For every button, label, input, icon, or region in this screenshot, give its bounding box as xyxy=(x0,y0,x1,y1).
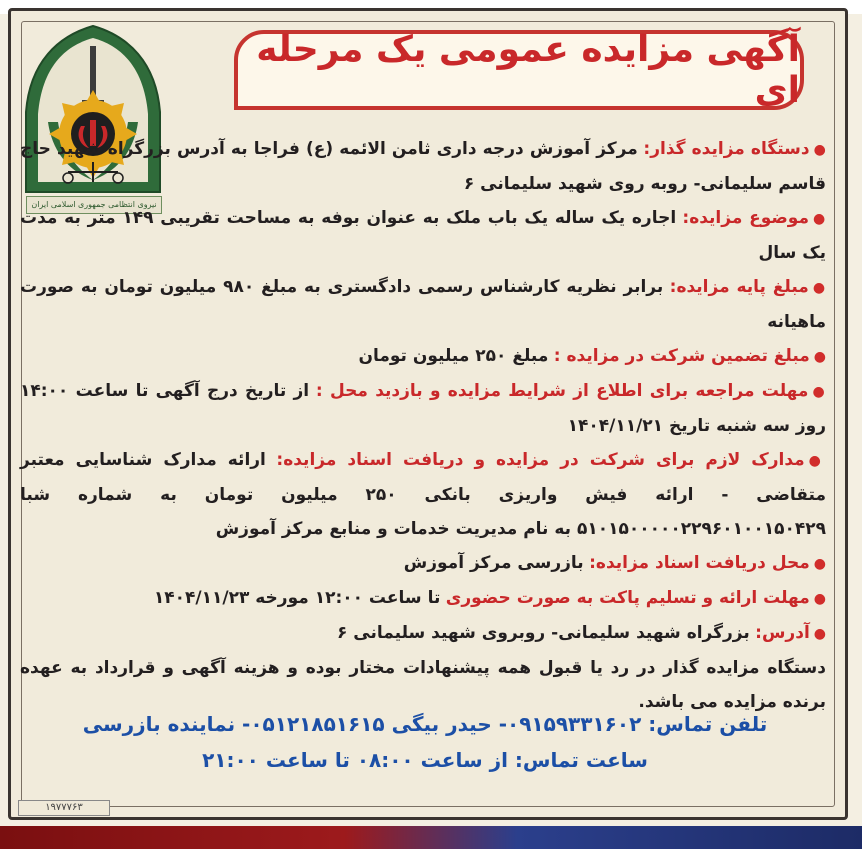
item-organizer xyxy=(20,132,826,201)
item-label: موضوع مزایده: xyxy=(682,208,809,228)
item-address xyxy=(20,616,826,651)
item-documents xyxy=(20,443,826,546)
item-content: تا ساعت ۱۲:۰۰ مورخه ۱۴۰۴/۱۱/۲۳ xyxy=(153,588,441,608)
item-content: برابر نظریه کارشناس رسمی دادگستری به مبلغ ۹۸۰ میلیون تومان به صورت ماهیانه xyxy=(20,277,826,332)
contact-hours: ساعت تماس: از ساعت ۰۸:۰۰ تا ساعت ۲۱:۰۰ xyxy=(202,748,648,772)
ad-body xyxy=(20,132,826,719)
item-subject xyxy=(20,201,826,270)
ad-title: آگهی مزایده عمومی یک مرحله ای xyxy=(256,29,800,111)
bottom-color-bar xyxy=(0,826,862,849)
item-content: مرکز آموزش درجه داری ثامن الائمه (ع) فراجا به آدرس بزرگراه شهید حاج قاسم سلیمانی- روبه روی شهید سلیمانی ۶ xyxy=(20,139,826,194)
bullet-icon: ● xyxy=(813,626,826,642)
item-label: دستگاه مزایده گذار: xyxy=(643,139,810,159)
item-label: مهلت مراجعه برای اطلاع از شرایط مزایده و بازدید محل : xyxy=(315,381,809,401)
title-banner xyxy=(234,30,804,110)
item-guarantee xyxy=(20,339,826,374)
disclaimer: دستگاه مزایده گذار در رد یا قبول همه پیشنهادات مختار بوده و هزینه آگهی و قرارداد به عهده برنده مزایده می باشد. xyxy=(20,658,826,712)
item-docs-location xyxy=(20,546,826,581)
bullet-icon: ● xyxy=(813,591,826,607)
item-visit-deadline xyxy=(20,374,826,443)
bullet-icon: ● xyxy=(812,384,827,400)
item-submission-deadline xyxy=(20,581,826,616)
bullet-icon: ● xyxy=(813,349,826,365)
item-label: مدارک لازم برای شرکت در مزایده و دریافت اسناد مزایده: xyxy=(276,450,805,470)
item-content: از تاریخ درج آگهی تا ساعت ۱۴:۰۰ روز سه شنبه تاریخ ۱۴۰۴/۱۱/۲۱ xyxy=(20,381,826,436)
item-content: ارائه مدارک شناسایی معتبر متقاضی - ارائه فیش واریزی بانکی ۲۵۰ میلیون تومان به شماره شبا ۵۱۰۱۵۰۰۰۰۰۲۲۹۶۰۱۰۰۱۵۰۴۲۹ به نام مدیریت خدمات و منابع مرکز آموزش xyxy=(20,450,826,539)
item-label: محل دریافت اسناد مزایده: xyxy=(589,553,810,573)
item-label: مهلت ارائه و تسلیم پاکت به صورت حضوری xyxy=(445,588,810,608)
contact-phone: تلفن تماس: ۰۹۱۵۹۳۳۱۶۰۲- حیدر بیگی ۰۵۱۲۱۸۵۱۶۱۵- نماینده بازرسی xyxy=(82,712,768,736)
contact-block xyxy=(30,706,820,778)
emblem-caption: نیروی انتظامی جمهوری اسلامی ایران xyxy=(26,196,162,214)
bullet-icon: ● xyxy=(813,142,827,158)
bullet-icon: ● xyxy=(808,453,826,469)
item-content: اجاره یک ساله یک باب ملک به عنوان بوفه به مساحت تقریبی ۱۴۹ متر به مدت یک سال xyxy=(20,208,826,263)
item-base-price xyxy=(20,270,826,339)
bullet-icon: ● xyxy=(813,556,826,572)
bullet-icon: ● xyxy=(812,211,826,227)
item-label: آدرس: xyxy=(755,623,810,643)
bullet-icon: ● xyxy=(812,280,827,296)
item-label: مبلغ پایه مزایده: xyxy=(669,277,809,297)
item-content: بازرسی مرکز آموزش xyxy=(403,553,584,573)
item-label: مبلغ تضمین شرکت در مزایده : xyxy=(553,346,810,366)
ad-code-stamp: ۱۹۷۷۷۶۳ xyxy=(18,800,110,816)
item-content: مبلغ ۲۵۰ میلیون تومان xyxy=(358,346,549,366)
item-content: بزرگراه شهید سلیمانی- روبروی شهید سلیمانی ۶ xyxy=(336,623,750,643)
